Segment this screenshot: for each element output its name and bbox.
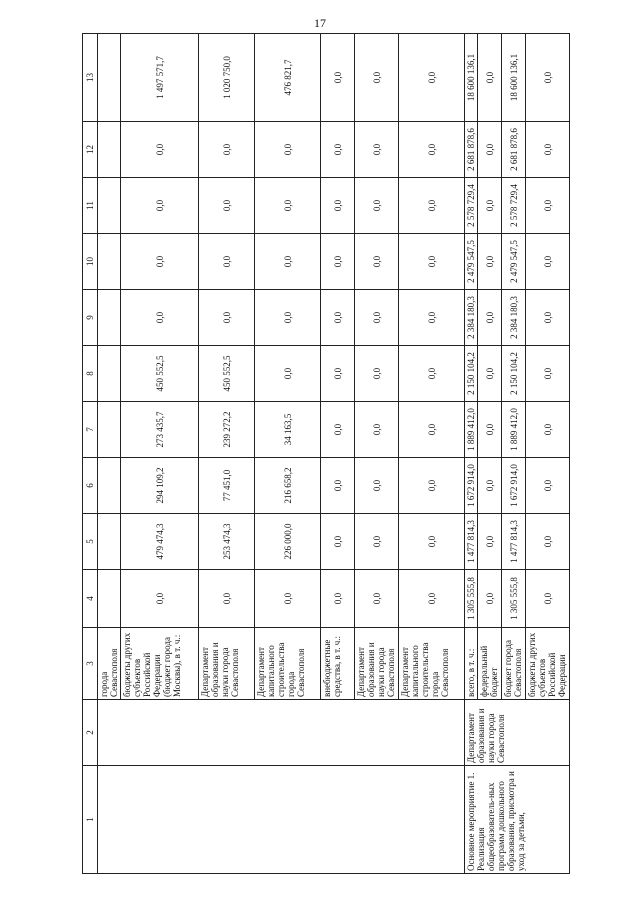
value-cell: 2 578 729,4	[465, 178, 478, 234]
value-cell: 18 600 136,1	[502, 34, 526, 122]
table-row	[98, 34, 121, 874]
value-cell: 0,0	[526, 122, 570, 178]
value-cell: 0,0	[199, 234, 255, 290]
value-cell: 0,0	[526, 402, 570, 458]
header-cell: 4	[83, 570, 98, 628]
value-cell: 450 552,5	[199, 346, 255, 402]
value-cell: 0,0	[478, 290, 502, 346]
value-cell: 2 384 180,3	[465, 290, 478, 346]
value-cell: 0,0	[255, 290, 321, 346]
header-cell: 10	[83, 234, 98, 290]
table-row	[465, 34, 478, 874]
source-cell: всего, в т. ч.:	[465, 628, 478, 700]
value-cell: 18 600 136,1	[465, 34, 478, 122]
value-cell: 0,0	[355, 458, 399, 514]
value-cell: 1 305 555,8	[465, 570, 478, 628]
value-cell: 0,0	[526, 178, 570, 234]
value-cell: 450 552,5	[121, 346, 199, 402]
value-cell: 0,0	[399, 346, 465, 402]
value-cell: 0,0	[526, 514, 570, 570]
value-cell: 0,0	[478, 458, 502, 514]
value-cell: 0,0	[355, 290, 399, 346]
value-cell: 0,0	[478, 34, 502, 122]
value-cell: 0,0	[121, 234, 199, 290]
header-cell: 5	[83, 514, 98, 570]
event-executor-cell: Департамент образования и науки города Севастополя	[465, 700, 570, 766]
financing-table	[82, 33, 570, 874]
header-cell: 8	[83, 346, 98, 402]
source-cell: Департамент образования и науки города Севастополя	[199, 628, 255, 700]
value-cell: 1 889 412,0	[465, 402, 478, 458]
header-cell: 2	[83, 700, 98, 766]
value-cell: 476 821,7	[255, 34, 321, 122]
header-cell: 6	[83, 458, 98, 514]
value-cell: 0,0	[355, 514, 399, 570]
header-cell: 7	[83, 402, 98, 458]
value-cell: 0,0	[478, 122, 502, 178]
value-cell: 216 658,2	[255, 458, 321, 514]
value-cell: 0,0	[399, 402, 465, 458]
value-cell: 0,0	[526, 234, 570, 290]
value-cell: 0,0	[121, 290, 199, 346]
value-cell: 0,0	[321, 514, 355, 570]
value-cell: 253 474,3	[199, 514, 255, 570]
source-cell: Департамент капитального строительства города Севастополя	[399, 628, 465, 700]
header-cell: 11	[83, 178, 98, 234]
value-cell: 0,0	[121, 122, 199, 178]
value-cell: 0,0	[321, 458, 355, 514]
value-cell: 2 150 104,2	[465, 346, 478, 402]
value-cell: 0,0	[399, 178, 465, 234]
value-cell: 0,0	[526, 570, 570, 628]
value-cell: 294 109,2	[121, 458, 199, 514]
header-cell: 12	[83, 122, 98, 178]
source-cell: Департамент образования и науки города Севастополя	[355, 628, 399, 700]
source-cell: бюджет города Севастополя	[502, 628, 526, 700]
value-cell: 0,0	[199, 122, 255, 178]
source-cell: федеральный бюджет	[478, 628, 502, 700]
value-cell: 34 163,5	[255, 402, 321, 458]
header-cell: 1	[83, 766, 98, 874]
value-cell: 1 672 914,0	[465, 458, 478, 514]
value-cell: 1 477 814,3	[465, 514, 478, 570]
value-cell: 2 150 104,2	[502, 346, 526, 402]
value-cell: 0,0	[199, 570, 255, 628]
value-cell: 2 681 878,6	[502, 122, 526, 178]
value-cell: 239 272,2	[199, 402, 255, 458]
value-cell: 0,0	[321, 178, 355, 234]
value-cell: 0,0	[355, 122, 399, 178]
source-cell: города Севастополя	[98, 628, 121, 700]
rotated-table-container	[82, 38, 567, 874]
value-cell: 0,0	[255, 570, 321, 628]
value-cell: 0,0	[255, 122, 321, 178]
value-cell: 0,0	[399, 34, 465, 122]
value-cell: 0,0	[526, 458, 570, 514]
value-cell: 0,0	[355, 34, 399, 122]
table-viewport	[82, 38, 567, 874]
value-cell: 0,0	[321, 402, 355, 458]
header-cell: 13	[83, 34, 98, 122]
value-cell: 479 474,3	[121, 514, 199, 570]
source-cell: Департамент капитального строительства города Севастополя	[255, 628, 321, 700]
value-cell: 0,0	[255, 178, 321, 234]
value-cell: 0,0	[478, 234, 502, 290]
value-cell: 0,0	[321, 34, 355, 122]
value-cell: 0,0	[478, 178, 502, 234]
value-cell: 0,0	[526, 346, 570, 402]
value-cell: 0,0	[478, 514, 502, 570]
value-cell: 2 578 729,4	[502, 178, 526, 234]
source-cell: бюджеты других субъектов Российской Федерации (бюджет города Москвы), в т. ч.:	[121, 628, 199, 700]
value-cell: 0,0	[321, 234, 355, 290]
event-name-cell: Основное мероприятие 1. Реализация общеобразователь-ных программ дошкольного образования, присмотра и уход за детьми,	[465, 766, 570, 874]
value-cell: 0,0	[399, 514, 465, 570]
value-cell: 0,0	[399, 234, 465, 290]
value-cell: 0,0	[355, 402, 399, 458]
value-cell: 2 479 547,5	[502, 234, 526, 290]
value-cell: 1 305 555,8	[502, 570, 526, 628]
header-cell: 3	[83, 628, 98, 700]
value-cell: 0,0	[355, 178, 399, 234]
value-cell: 2 479 547,5	[465, 234, 478, 290]
value-cell: 273 435,7	[121, 402, 199, 458]
value-cell: 2 384 180,3	[502, 290, 526, 346]
value-cell: 0,0	[321, 570, 355, 628]
value-cell: 2 681 878,6	[465, 122, 478, 178]
value-cell: 0,0	[399, 458, 465, 514]
value-cell: 0,0	[121, 570, 199, 628]
cell-empty-col2	[98, 700, 465, 766]
value-cell: 0,0	[255, 234, 321, 290]
header-row	[83, 34, 98, 874]
value-cell: 0,0	[526, 34, 570, 122]
value-cell: 0,0	[355, 570, 399, 628]
page-number: 17	[314, 16, 326, 30]
value-cell: 0,0	[399, 570, 465, 628]
value-cell: 0,0	[526, 290, 570, 346]
source-cell: внебюджетные средства, в т. ч.:	[321, 628, 355, 700]
value-cell: 0,0	[321, 290, 355, 346]
value-cell: 0,0	[478, 570, 502, 628]
value-cell: 1 477 814,3	[502, 514, 526, 570]
value-cell: 0,0	[321, 346, 355, 402]
value-cell: 0,0	[199, 290, 255, 346]
value-cell: 0,0	[399, 122, 465, 178]
value-cell: 0,0	[399, 290, 465, 346]
value-cell: 1 497 571,7	[121, 34, 199, 122]
value-cell: 1 889 412,0	[502, 402, 526, 458]
value-cell: 0,0	[199, 178, 255, 234]
source-cell: бюджеты других субъектов Российской Федерации	[526, 628, 570, 700]
value-cell: 0,0	[355, 234, 399, 290]
value-cell: 77 451,0	[199, 458, 255, 514]
value-cell: 1 672 914,0	[502, 458, 526, 514]
value-cell: 0,0	[255, 346, 321, 402]
value-cell: 226 000,0	[255, 514, 321, 570]
value-cell: 0,0	[355, 346, 399, 402]
value-cell: 0,0	[478, 402, 502, 458]
value-cell: 1 020 750,0	[199, 34, 255, 122]
cell-empty-col1	[98, 766, 465, 874]
value-cell: 0,0	[478, 346, 502, 402]
value-cell: 0,0	[321, 122, 355, 178]
header-cell: 9	[83, 290, 98, 346]
value-cell: 0,0	[121, 178, 199, 234]
